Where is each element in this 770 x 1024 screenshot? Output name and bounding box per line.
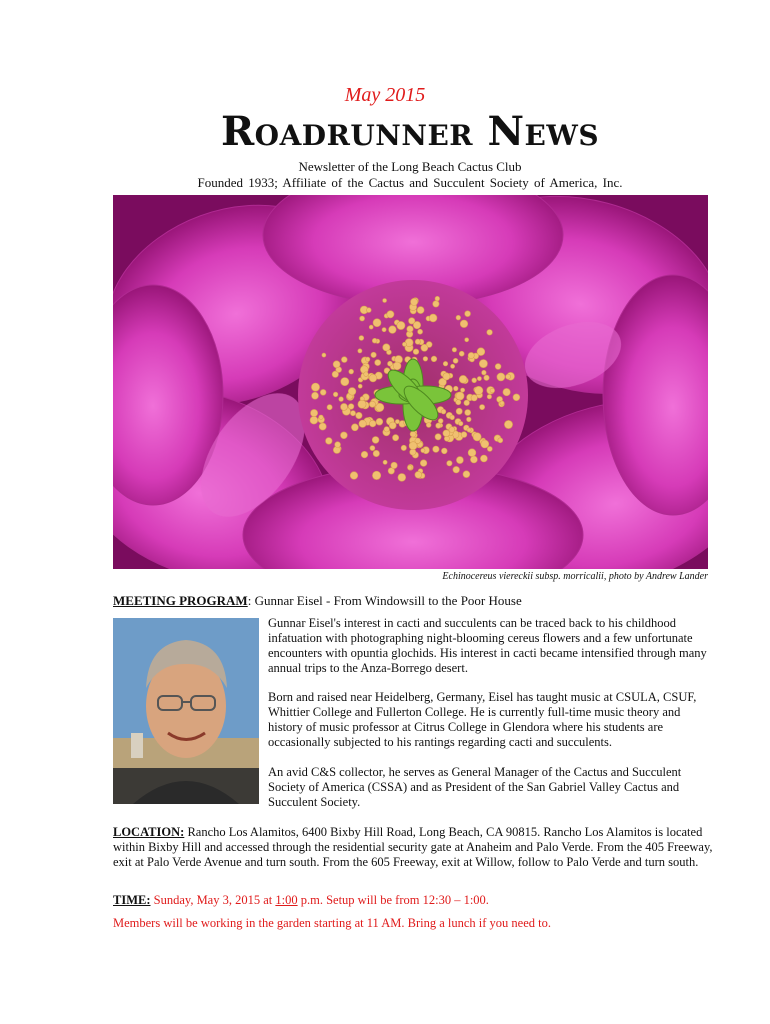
- meeting-program-label: MEETING PROGRAM: [113, 593, 248, 608]
- cover-photo: [113, 195, 708, 569]
- speaker-portrait-illustration: [113, 618, 259, 804]
- location-paragraph: [113, 825, 713, 870]
- photo-caption: Echinocereus viereckii subsp. morricalii, photo by Andrew Lander: [442, 571, 708, 582]
- bio-paragraph-1: Gunnar Eisel's interest in cacti and succulents can be traced back to his childhood infatuation with photographing night-blooming cereus flowers and a few unfortunate encounters with opuntia glochids. His interest in cacti became intensified through many annual trips to the Anza-Borrego desert.: [268, 616, 707, 675]
- speaker-portrait: [113, 618, 259, 804]
- time-text-after: p.m. Setup will be from 12:30 – 1:00.: [297, 893, 489, 907]
- cactus-flower-illustration: [113, 195, 708, 569]
- newsletter-subtitle: Newsletter of the Long Beach Cactus Club: [298, 159, 522, 174]
- meeting-program-text: : Gunnar Eisel - From Windowsill to the Poor House: [247, 593, 522, 608]
- bio-paragraph-2: Born and raised near Heidelberg, Germany, Eisel has taught music at CSULA, CSUF, Whittier College and Fullerton College. He is currently full-time music theory and history of music professor at Citrus College in Glendora where his students are occasionally subjected to his rantings regarding cacti and succulents.: [268, 690, 697, 749]
- meeting-time: [113, 893, 489, 908]
- members-note: Members will be working in the garden starting at 11 AM. Bring a lunch if you need to.: [113, 916, 551, 930]
- location-text: Rancho Los Alamitos, 6400 Bixby Hill Road, Long Beach, CA 90815. Rancho Los Alamitos is located within Bixby Hill and accessed through the residential security gate at Anaheim and Palo Verde. From the 405 Freeway, exit at Palo Verde Avenue and turn south. From the 605 Freeway, exit at Willow, follow to Palo Verde and turn south.: [113, 825, 713, 869]
- newsletter-title: Roadrunner News: [220, 108, 600, 155]
- time-hour: 1:00: [275, 893, 298, 907]
- meeting-program: [113, 593, 522, 609]
- affiliation-line: Founded 1933; Affiliate of the Cactus and Succulent Society of America, Inc.: [197, 175, 623, 190]
- time-text-before: Sunday, May 3, 2015 at: [150, 893, 276, 907]
- issue-date: May 2015: [344, 84, 426, 106]
- bio-paragraph-3: An avid C&S collector, he serves as General Manager of the Cactus and Succulent Society of America (CSSA) and as President of the San Gabriel Valley Cactus and Succulent Society.: [268, 765, 682, 809]
- time-label: TIME:: [113, 893, 151, 907]
- location-label: LOCATION:: [113, 825, 185, 839]
